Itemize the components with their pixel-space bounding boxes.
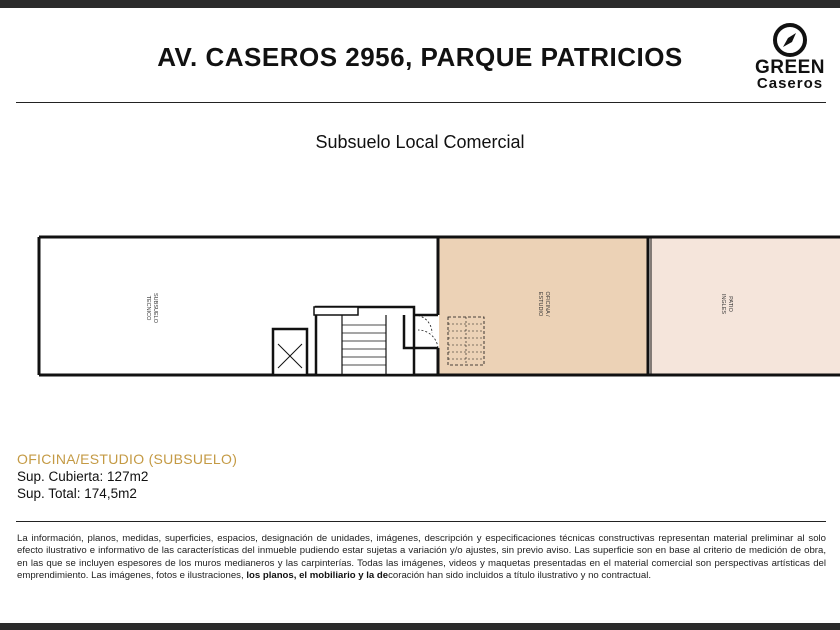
- disclaimer-text: La información, planos, medidas, superficies, espacios, designación de unidades, imágenes, descripción y especificaciones técnicas constructivas representan material preliminar al solo efecto ilustrativo e informativo de las características del inmueble pudiendo estar sujetas a variación y/o ajustes, sin previo aviso. Las superficie son en base al criterio de medición de obra, en las que se incluyen espesores de los muros medianeros y las carpinterías. Todas las imágenes, videos y maquetas presentadas en el material comercial son perspectivas artísticas del emprendimiento. Las imágenes, fotos e ilustraciones,: [17, 533, 826, 582]
- room-label-oficina-2: ESTUDIO: [537, 291, 543, 317]
- header-divider: [16, 102, 826, 103]
- sup-total: Sup. Total: 174,5m2: [17, 486, 137, 501]
- page-title: AV. CASEROS 2956, PARQUE PATRICIOS: [157, 42, 683, 72]
- room-label-patio-1: PATIO: [727, 296, 733, 312]
- room-label-patio-2: INGLES: [720, 293, 726, 315]
- logo: [750, 20, 830, 95]
- room-label-tecnico-1: SUBSUELO: [152, 293, 158, 323]
- disclaimer-tail: coración han sido incluidos a título ilustrativo y no contractual.: [388, 570, 652, 582]
- floor-plan: [0, 220, 840, 390]
- room-label-tecnico-2: TECNICO: [145, 295, 151, 321]
- logo-text-caseros: Caseros: [756, 75, 824, 92]
- sup-cubierta: Sup. Cubierta: 127m2: [17, 469, 149, 484]
- logo-text-green: GREEN: [754, 57, 826, 78]
- footer-divider: [16, 521, 826, 522]
- legal-disclaimer: [17, 533, 826, 583]
- top-bar: [0, 0, 840, 8]
- compass-icon: [772, 22, 808, 58]
- unit-title: OFICINA/ESTUDIO (SUBSUELO): [17, 451, 238, 467]
- patio-area: [650, 237, 840, 375]
- room-label-oficina-1: OFICINA /: [544, 291, 550, 317]
- unit-info: [17, 451, 237, 502]
- bottom-bar: [0, 623, 840, 630]
- plan-title: Subsuelo Local Comercial: [315, 132, 525, 152]
- disclaimer-bold: los planos, el mobiliario y la de: [246, 570, 389, 582]
